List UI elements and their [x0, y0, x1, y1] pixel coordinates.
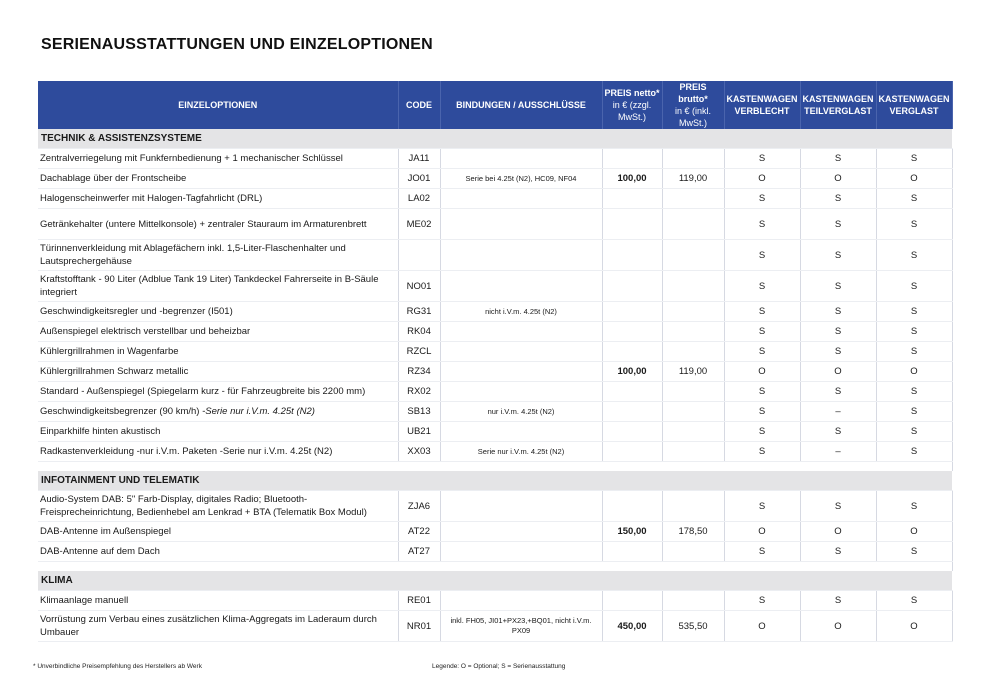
option-name: Geschwindigkeitsbegrenzer (90 km/h)	[40, 406, 203, 417]
option-name: Audio-System DAB: 5" Farb-Display, digitales Radio; Bluetooth-Freisprecheinrichtung, Bedienhebel am Lenkrad + BTA (Telematik Box Modul)	[40, 494, 367, 518]
price-net	[602, 442, 662, 462]
option-name-cell	[38, 189, 398, 209]
price-net: 450,00	[602, 611, 662, 642]
variant-verglast-value: O	[876, 522, 952, 542]
header-variant-3-line1: KASTENWAGEN	[878, 94, 950, 104]
price-net	[602, 382, 662, 402]
variant-verblecht-value: S	[724, 491, 800, 522]
table-row	[38, 149, 952, 169]
option-name-cell	[38, 422, 398, 442]
price-net	[602, 402, 662, 422]
option-code: ME02	[398, 209, 440, 240]
price-gross	[662, 542, 724, 562]
table-row	[38, 611, 952, 642]
table-row	[38, 302, 952, 322]
variant-verglast-value: O	[876, 169, 952, 189]
header-price-net-title: PREIS netto*	[604, 88, 660, 98]
price-gross	[662, 149, 724, 169]
variant-verglast-value: O	[876, 611, 952, 642]
price-gross	[662, 422, 724, 442]
option-bindings	[440, 591, 602, 611]
variant-verblecht-value: S	[724, 342, 800, 362]
header-variant-2-line1: KASTENWAGEN	[802, 94, 874, 104]
option-name: Geschwindigkeitsregler und -begrenzer (I501)	[40, 306, 233, 317]
header-variant-1-line1: KASTENWAGEN	[726, 94, 798, 104]
options-table	[38, 81, 953, 642]
variant-verblecht-value: S	[724, 209, 800, 240]
variant-verblecht-value: S	[724, 322, 800, 342]
variant-teilverglast-value: O	[800, 169, 876, 189]
variant-verglast-value: S	[876, 302, 952, 322]
variant-verglast-value: S	[876, 591, 952, 611]
price-gross	[662, 402, 724, 422]
option-bindings	[440, 209, 602, 240]
price-net	[602, 189, 662, 209]
page-title: SERIENAUSSTATTUNGEN UND EINZELOPTIONEN	[41, 36, 433, 53]
table-row	[38, 491, 952, 522]
price-net	[602, 302, 662, 322]
variant-teilverglast-value: O	[800, 611, 876, 642]
price-net	[602, 591, 662, 611]
option-code: UB21	[398, 422, 440, 442]
option-code: AT27	[398, 542, 440, 562]
variant-verblecht-value: S	[724, 422, 800, 442]
table-row	[38, 189, 952, 209]
option-bindings	[440, 491, 602, 522]
variant-verglast-value: S	[876, 209, 952, 240]
price-gross: 119,00	[662, 362, 724, 382]
variant-verglast-value: S	[876, 342, 952, 362]
option-name-cell	[38, 402, 398, 422]
table-row	[38, 362, 952, 382]
price-net: 100,00	[602, 362, 662, 382]
option-code: XX03	[398, 442, 440, 462]
price-net	[602, 271, 662, 302]
variant-teilverglast-value: S	[800, 189, 876, 209]
option-name: Kraftstofftank - 90 Liter (Adblue Tank 19 Liter) Tankdeckel Fahrerseite in B-Säule integriert	[40, 274, 379, 298]
section-header-row	[38, 129, 952, 149]
option-name-cell	[38, 240, 398, 271]
price-gross	[662, 240, 724, 271]
option-code: RZCL	[398, 342, 440, 362]
price-net	[602, 209, 662, 240]
price-gross	[662, 442, 724, 462]
option-bindings	[440, 271, 602, 302]
price-net: 100,00	[602, 169, 662, 189]
variant-verblecht-value: O	[724, 611, 800, 642]
price-net	[602, 342, 662, 362]
variant-verglast-value: S	[876, 382, 952, 402]
variant-verblecht-value: S	[724, 402, 800, 422]
option-name-cell	[38, 442, 398, 462]
variant-verglast-value: S	[876, 149, 952, 169]
price-net	[602, 422, 662, 442]
price-gross	[662, 209, 724, 240]
option-name: Halogenscheinwerfer mit Halogen-Tagfahrlicht (DRL)	[40, 193, 263, 204]
header-price-net-sub: in € (zzgl. MwSt.)	[612, 100, 652, 122]
option-name: DAB-Antenne auf dem Dach	[40, 546, 160, 557]
option-name: Standard - Außenspiegel (Spiegelarm kurz - für Fahrzeugbreite bis 2200 mm)	[40, 386, 366, 397]
price-net	[602, 322, 662, 342]
table-header-row	[38, 81, 952, 129]
option-name-cell	[38, 342, 398, 362]
option-code: RG31	[398, 302, 440, 322]
price-net: 150,00	[602, 522, 662, 542]
option-name-cell	[38, 542, 398, 562]
variant-verblecht-value: S	[724, 302, 800, 322]
variant-teilverglast-value: S	[800, 422, 876, 442]
table-row	[38, 342, 952, 362]
header-variant-2-line2: TEILVERGLAST	[804, 106, 872, 116]
option-name: Dachablage über der Frontscheibe	[40, 173, 187, 184]
option-bindings: Serie nur i.V.m. 4.25t (N2)	[440, 442, 602, 462]
section-title: INFOTAINMENT UND TELEMATIK	[38, 471, 952, 491]
option-bindings: nur i.V.m. 4.25t (N2)	[440, 402, 602, 422]
section-spacer	[38, 462, 952, 472]
section-header-row	[38, 471, 952, 491]
option-name: Getränkehalter (untere Mittelkonsole) + zentraler Stauraum im Armaturenbrett	[40, 218, 367, 230]
option-name-cell	[38, 169, 398, 189]
header-price-net	[602, 81, 662, 129]
price-net	[602, 491, 662, 522]
option-name-cell	[38, 382, 398, 402]
option-name: Kühlergrillrahmen Schwarz metallic	[40, 366, 189, 377]
variant-verblecht-value: S	[724, 591, 800, 611]
price-gross: 535,50	[662, 611, 724, 642]
price-net	[602, 149, 662, 169]
option-name-cell	[38, 149, 398, 169]
price-gross	[662, 322, 724, 342]
option-bindings	[440, 522, 602, 542]
option-name-cell	[38, 522, 398, 542]
table-row	[38, 422, 952, 442]
table-row	[38, 382, 952, 402]
variant-verblecht-value: O	[724, 362, 800, 382]
option-name-cell	[38, 302, 398, 322]
header-code: CODE	[398, 81, 440, 129]
footnote: * Unverbindliche Preisempfehlung des Herstellers ab Werk	[33, 663, 202, 670]
option-name-cell	[38, 209, 398, 240]
price-net	[602, 542, 662, 562]
variant-verglast-value: S	[876, 422, 952, 442]
section-title: TECHNIK & ASSISTENZSYSTEME	[38, 129, 952, 149]
option-code: SB13	[398, 402, 440, 422]
variant-verblecht-value: O	[724, 169, 800, 189]
option-code: ZJA6	[398, 491, 440, 522]
option-code: LA02	[398, 189, 440, 209]
variant-teilverglast-value: S	[800, 322, 876, 342]
header-variant-teilverglast	[800, 81, 876, 129]
price-gross	[662, 302, 724, 322]
variant-verglast-value: S	[876, 271, 952, 302]
price-net	[602, 240, 662, 271]
price-gross	[662, 189, 724, 209]
variant-teilverglast-value: S	[800, 342, 876, 362]
legend: Legende: O = Optional; S = Serienausstattung	[432, 663, 566, 670]
option-bindings	[440, 322, 602, 342]
variant-verglast-value: O	[876, 362, 952, 382]
option-bindings	[440, 542, 602, 562]
option-name-note: -Serie nur i.V.m. 4.25t (N2)	[202, 406, 315, 417]
option-name-cell	[38, 591, 398, 611]
option-name: DAB-Antenne im Außenspiegel	[40, 526, 171, 537]
table-row	[38, 542, 952, 562]
option-name: Kühlergrillrahmen in Wagenfarbe	[40, 346, 179, 357]
option-name: Zentralverriegelung mit Funkfernbedienung + 1 mechanischer Schlüssel	[40, 153, 343, 164]
option-name-cell	[38, 322, 398, 342]
header-bindings: BINDUNGEN / AUSSCHLÜSSE	[440, 81, 602, 129]
header-variant-1-line2: VERBLECHT	[734, 106, 790, 116]
header-variant-verglast	[876, 81, 952, 129]
option-bindings: inkl. FH05, JI01+PX23,+BQ01, nicht i.V.m. PX09	[440, 611, 602, 642]
price-gross	[662, 491, 724, 522]
section-header-row	[38, 571, 952, 591]
variant-verblecht-value: S	[724, 442, 800, 462]
variant-verblecht-value: S	[724, 382, 800, 402]
option-name: Vorrüstung zum Verbau eines zusätzlichen Klima-Aggregats im Laderaum durch Umbauer	[40, 614, 377, 638]
variant-teilverglast-value: O	[800, 522, 876, 542]
variant-teilverglast-value: S	[800, 382, 876, 402]
price-gross: 178,50	[662, 522, 724, 542]
option-code: RK04	[398, 322, 440, 342]
variant-teilverglast-value: S	[800, 149, 876, 169]
spacer-cell	[38, 562, 952, 572]
table-row	[38, 240, 952, 271]
price-gross: 119,00	[662, 169, 724, 189]
option-name-cell	[38, 611, 398, 642]
option-bindings	[440, 149, 602, 169]
option-name: Türinnenverkleidung mit Ablagefächern inkl. 1,5-Liter-Flaschenhalter und Lautsprechergehäuse	[40, 243, 346, 267]
option-name: Einparkhilfe hinten akustisch	[40, 426, 161, 437]
table-body	[38, 129, 952, 642]
table-row	[38, 169, 952, 189]
option-bindings	[440, 189, 602, 209]
option-name: Außenspiegel elektrisch verstellbar und beheizbar	[40, 326, 251, 337]
header-price-gross	[662, 81, 724, 129]
header-price-gross-sub: in € (inkl. MwSt.)	[674, 106, 711, 128]
price-gross	[662, 342, 724, 362]
variant-verblecht-value: S	[724, 189, 800, 209]
spacer-cell	[38, 462, 952, 472]
variant-verglast-value: S	[876, 542, 952, 562]
option-name-cell	[38, 362, 398, 382]
variant-teilverglast-value: –	[800, 402, 876, 422]
header-price-gross-title: PREIS brutto*	[678, 82, 708, 104]
price-gross	[662, 382, 724, 402]
variant-teilverglast-value: S	[800, 591, 876, 611]
variant-verglast-value: S	[876, 491, 952, 522]
option-bindings	[440, 422, 602, 442]
table-row	[38, 442, 952, 462]
variant-verglast-value: S	[876, 189, 952, 209]
table-row	[38, 591, 952, 611]
variant-teilverglast-value: S	[800, 491, 876, 522]
option-code: NR01	[398, 611, 440, 642]
option-code: RZ34	[398, 362, 440, 382]
option-name: Radkastenverkleidung -nur i.V.m. Paketen -Serie nur i.V.m. 4.25t (N2)	[40, 446, 333, 457]
variant-teilverglast-value: S	[800, 302, 876, 322]
table-row	[38, 402, 952, 422]
header-options: EINZELOPTIONEN	[38, 81, 398, 129]
option-code: JO01	[398, 169, 440, 189]
variant-verblecht-value: S	[724, 542, 800, 562]
header-variant-3-line2: VERGLAST	[889, 106, 939, 116]
variant-teilverglast-value: S	[800, 209, 876, 240]
variant-verglast-value: S	[876, 442, 952, 462]
option-code: JA11	[398, 149, 440, 169]
option-code: RX02	[398, 382, 440, 402]
variant-verblecht-value: S	[724, 149, 800, 169]
variant-verglast-value: S	[876, 402, 952, 422]
variant-verglast-value: S	[876, 240, 952, 271]
variant-verblecht-value: S	[724, 271, 800, 302]
option-bindings	[440, 240, 602, 271]
option-bindings: nicht i.V.m. 4.25t (N2)	[440, 302, 602, 322]
option-bindings	[440, 342, 602, 362]
option-bindings	[440, 362, 602, 382]
option-code: NO01	[398, 271, 440, 302]
option-code: AT22	[398, 522, 440, 542]
section-title: KLIMA	[38, 571, 952, 591]
option-name: Klimaanlage manuell	[40, 595, 129, 606]
table-row	[38, 271, 952, 302]
table-row	[38, 209, 952, 240]
option-name-cell	[38, 491, 398, 522]
variant-teilverglast-value: S	[800, 240, 876, 271]
option-code: RE01	[398, 591, 440, 611]
variant-teilverglast-value: S	[800, 542, 876, 562]
variant-verblecht-value: O	[724, 522, 800, 542]
option-name-cell	[38, 271, 398, 302]
variant-teilverglast-value: –	[800, 442, 876, 462]
price-gross	[662, 271, 724, 302]
price-gross	[662, 591, 724, 611]
table-row	[38, 322, 952, 342]
option-code	[398, 240, 440, 271]
header-variant-verblecht	[724, 81, 800, 129]
variant-verblecht-value: S	[724, 240, 800, 271]
table-row	[38, 522, 952, 542]
variant-verglast-value: S	[876, 322, 952, 342]
variant-teilverglast-value: O	[800, 362, 876, 382]
variant-teilverglast-value: S	[800, 271, 876, 302]
section-spacer	[38, 562, 952, 572]
option-bindings: Serie bei 4.25t (N2), HC09, NF04	[440, 169, 602, 189]
option-bindings	[440, 382, 602, 402]
